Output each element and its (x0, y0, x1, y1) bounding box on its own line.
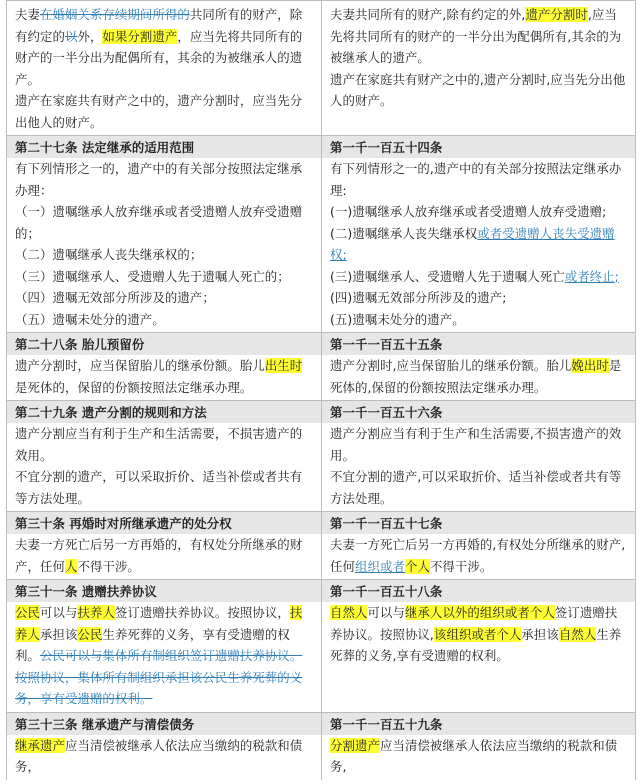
text-run: 夫妻一方死亡后另一方再婚的,有权处分所继承的财产,任何 (330, 537, 626, 574)
article-heading: 第一千一百五十七条 (322, 512, 635, 534)
article-paragraph (15, 602, 313, 710)
text-run: 应当清偿被继承人依法应当缴纳的税款和债务, (330, 737, 618, 774)
article-paragraph (15, 735, 313, 778)
text-run: 不宜分割的遗产,可以采取折价、适当补偿或者共有等方法处理。 (330, 469, 622, 506)
text-run: （一）遗嘱继承人放弃继承或者受遗赠人放弃受遗赠的； (15, 204, 303, 241)
article-heading: 第二十九条 遗产分割的规则和方法 (7, 401, 321, 423)
article-heading: 第一千一百五十四条 (322, 136, 635, 158)
article-paragraph (330, 69, 627, 112)
highlighted-text: 继承遗产 (15, 737, 65, 753)
article-paragraph (15, 534, 313, 577)
text-run: 夫妻共同所有的财产,除有约定的外, (330, 7, 526, 22)
text-run: (二)遗嘱继承人丧失继承权 (330, 225, 478, 241)
article-heading: 第二十七条 法定继承的适用范围 (7, 136, 321, 158)
text-run: 夫妻一方死亡后另一方再婚的，有权处分所继承的财产，任何 (15, 537, 303, 574)
text-run: (四)遗嘱无效部分所涉及的遗产; (330, 290, 507, 305)
old-law-cell (7, 401, 321, 511)
text-run: （五）遗嘱未处分的遗产。 (15, 311, 165, 327)
article-paragraph (15, 4, 313, 90)
table-row (7, 579, 635, 712)
article-paragraph (15, 266, 313, 288)
civil-code-cell (321, 1, 635, 135)
law-comparison-table (6, 0, 636, 780)
text-run: 不宜分割的遗产，可以采取折价、适当补偿或者共有等方法处理。 (15, 469, 303, 506)
old-law-cell (7, 512, 321, 579)
article-heading: 第三十三条 继承遗产与清偿债务 (7, 713, 321, 735)
article-heading: 第一千一百五十八条 (322, 580, 635, 602)
article-paragraph (330, 201, 627, 223)
civil-code-cell (321, 580, 635, 712)
text-run: （四）遗嘱无效部分所涉及的遗产； (15, 290, 215, 305)
highlighted-text: 公民 (15, 605, 40, 620)
article-heading: 第三十一条 遗赠扶养协议 (7, 580, 321, 602)
text-run: (五)遗嘱未处分的遗产。 (330, 311, 465, 327)
article-paragraph (15, 423, 313, 466)
civil-code-cell (321, 401, 635, 511)
highlighted-text: 自然人 (330, 605, 368, 620)
text-run: 共同所有的财产，除有约定的 (15, 7, 303, 44)
table-row (7, 511, 635, 579)
article-paragraph (330, 735, 627, 778)
highlighted-text: 扶养人 (15, 605, 303, 642)
text-run: 签订遗赠扶养协议。按照协议, (330, 605, 618, 642)
table-row (7, 332, 635, 400)
article-heading: 第二十八条 胎儿预留份 (7, 333, 321, 355)
article-paragraph (15, 201, 313, 244)
text-run: （三）遗嘱继承人、受遗赠人先于遗嘱人死亡的； (15, 268, 290, 284)
text-run: 是死体的,保留的份额按照法定继承办理。 (330, 358, 622, 395)
article-paragraph (15, 90, 313, 133)
text-run: （二）遗嘱继承人丧失继承权的； (15, 247, 203, 262)
article-paragraph (330, 355, 627, 398)
article-paragraph (330, 602, 627, 667)
highlighted-text: 继承人以外的组织或者个人 (404, 605, 555, 620)
text-run: 签订遗赠扶养协议。按照协议， (114, 605, 290, 620)
highlighted-text: 遗产分割时 (525, 7, 588, 22)
text-run: 可以与 (39, 605, 78, 620)
article-paragraph (330, 266, 627, 288)
text-run: 承担该 (39, 626, 78, 642)
highlighted-text: 出生时 (264, 358, 303, 373)
text-run: 可以与 (367, 605, 405, 620)
article-paragraph (330, 223, 627, 266)
text-run: 承担该 (521, 626, 559, 642)
text-run: 遗产分割时,应当保留胎儿的继承份额。胎儿 (330, 358, 572, 373)
article-paragraph (15, 158, 313, 201)
article-paragraph (330, 4, 627, 69)
table-row (7, 400, 635, 511)
text-run: 不得干涉。 (77, 558, 140, 574)
article-paragraph (15, 244, 313, 266)
text-run: 是死体的，保留的份额按照法定继承办理。 (15, 379, 253, 395)
civil-code-cell (321, 713, 635, 780)
deleted-text: 公民可以与集体所有制组织签订遗赠扶养协议。按照协议，集体所有制组织承担该公民生养死葬的义务，享有受遗赠的权利。 (15, 648, 303, 706)
highlighted-text: 该组织或者个人 (433, 626, 522, 642)
added-text: 或者受遗赠人丧失受遗赠权; (330, 225, 615, 262)
table-row (7, 135, 635, 332)
added-text: 或者终止; (564, 268, 619, 284)
article-heading: 第一千一百五十五条 (322, 333, 635, 355)
highlighted-text: 人 (64, 558, 78, 574)
text-run: ，应当先将共同所有的财产的一半分出为配偶所有，其余的为被继承人的遗产。 (15, 28, 303, 87)
text-run: 生养死葬的义务，享有受遗赠的权利。 (15, 626, 290, 663)
text-run: (一)遗嘱继承人放弃继承或者受遗赠人放弃受遗赠; (330, 204, 607, 219)
text-run: 夫妻 (15, 7, 40, 22)
highlighted-text: 扶养人 (77, 605, 115, 620)
highlighted-text: 如果分割遗产 (102, 28, 178, 44)
highlighted-text: 个人 (404, 558, 430, 574)
text-run: 遗产在家庭共有财产之中的，遗产分割时，应当先分出他人的财产。 (15, 93, 303, 130)
highlighted-text: 分割遗产 (330, 737, 380, 753)
text-run: 有下列情形之一的,遗产中的有关部分按照法定继承办理: (330, 161, 622, 198)
deleted-text: 以 (64, 28, 78, 44)
text-run: (三)遗嘱继承人、受遗赠人先于遗嘱人死亡 (330, 268, 565, 284)
article-paragraph (330, 423, 627, 466)
article-paragraph (15, 466, 313, 509)
article-heading: 第一千一百五十九条 (322, 713, 635, 735)
old-law-cell (7, 136, 321, 332)
civil-code-cell (321, 333, 635, 400)
old-law-cell (7, 580, 321, 712)
table-row (7, 0, 635, 135)
highlighted-text: 娩出时 (571, 358, 609, 373)
added-text: 组织或者 (354, 558, 405, 574)
article-paragraph (15, 309, 313, 331)
article-paragraph (330, 534, 627, 577)
deleted-text: 在婚姻关系存续期间所得的 (39, 7, 190, 22)
text-run: 应当清偿被继承人依法应当缴纳的税款和债务， (15, 737, 303, 774)
table-row (7, 712, 635, 780)
article-paragraph (15, 287, 313, 309)
text-run: 遗产分割时，应当保留胎儿的继承份额。胎儿 (15, 358, 265, 373)
old-law-cell (7, 333, 321, 400)
highlighted-text: 公民 (77, 626, 103, 642)
article-paragraph (15, 355, 313, 398)
text-run: ,应当先将共同所有的财产的一半分出为配偶所有,其余的为被继承人的遗产。 (330, 7, 622, 65)
civil-code-cell (321, 136, 635, 332)
article-paragraph (330, 158, 627, 201)
old-law-cell (7, 713, 321, 780)
text-run: 遗产在家庭共有财产之中的,遗产分割时,应当先分出他人的财产。 (330, 71, 626, 108)
text-run: 不得干涉。 (429, 558, 493, 574)
highlighted-text: 自然人 (558, 626, 597, 642)
article-heading: 第一千一百五十六条 (322, 401, 635, 423)
civil-code-cell (321, 512, 635, 579)
text-run: 遗产分割应当有利于生产和生活需要,不损害遗产的效用。 (330, 426, 622, 463)
text-run: 有下列情形之一的，遗产中的有关部分按照法定继承办理： (15, 161, 303, 198)
text-run: 外， (77, 28, 103, 44)
old-law-cell (7, 1, 321, 135)
article-paragraph (330, 309, 627, 331)
article-heading: 第三十条 再婚时对所继承遗产的处分权 (7, 512, 321, 534)
article-paragraph (330, 466, 627, 509)
text-run: 遗产分割应当有利于生产和生活需要，不损害遗产的效用。 (15, 426, 303, 463)
text-run: 生养死葬的义务,享有受遗赠的权利。 (330, 626, 622, 663)
article-paragraph (330, 287, 627, 309)
